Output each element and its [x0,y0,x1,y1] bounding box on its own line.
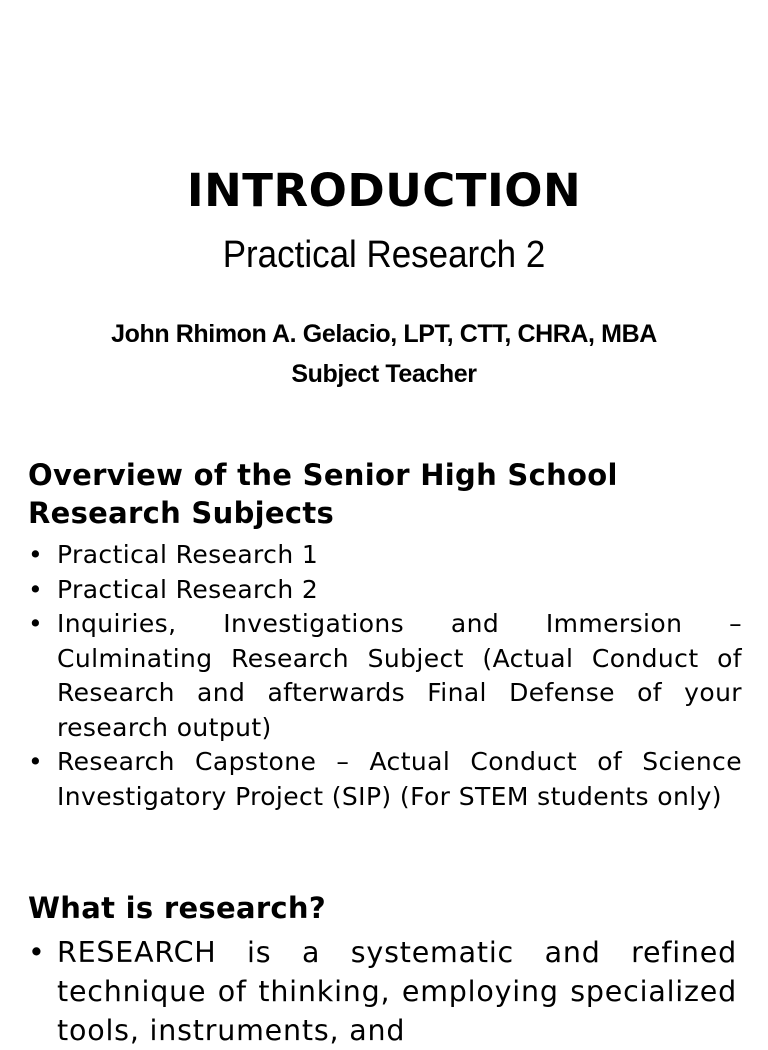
overview-heading-line-1: Overview of the Senior High School [28,458,618,492]
overview-heading [28,456,748,532]
research-definition-list [28,933,737,1050]
list-item [28,538,742,573]
overview-heading-line-2: Research Subjects [28,496,335,530]
slide-subtitle: Practical Research 2 [222,234,546,276]
author-role: Subject Teacher [291,360,477,388]
bullet-icon: • [28,540,44,569]
bullet-icon: • [28,936,46,969]
research-heading: What is research? [28,891,326,925]
list-item [28,607,742,745]
list-item [28,745,742,814]
list-item-text: Research Capstone – Actual Conduct of Science Investigatory Project (SIP) (For STEM students only) [57,747,742,811]
overview-list [28,538,742,814]
bullet-icon: • [28,609,44,638]
list-item-text: Inquiries, Investigations and Immersion – Culminating Research Subject (Actual Conduct of Research and afterwards Final Defense of your research output) [57,609,742,742]
list-item [28,933,737,1050]
list-item [28,573,742,608]
bullet-icon: • [28,747,44,776]
bullet-icon: • [28,574,44,604]
list-item-text: RESEARCH is a systematic and refined technique of thinking, employing specialized tools, instruments, and [57,936,737,1047]
slide-title: INTRODUCTION [186,164,582,217]
author-block [0,314,768,394]
author-name: John Rhimon A. Gelacio, LPT, CTT, CHRA, MBA [111,320,657,348]
list-item-text: Practical Research 1 [57,540,319,569]
list-item-text: Practical Research 2 [57,574,319,604]
